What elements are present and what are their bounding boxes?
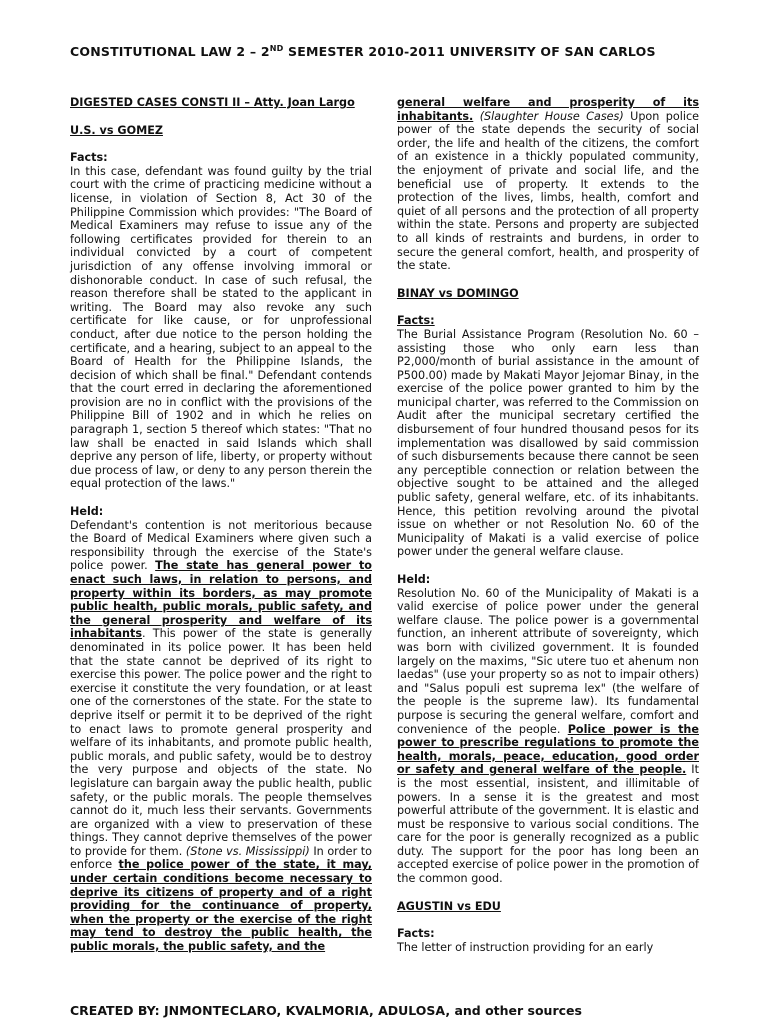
held-paragraph: Defendant's contention is not meritorious because the Board of Medical Examiners where given such a responsibility through the exercise of the State's police power. The state has general power to enact such laws, in relation to persons, and property within its borders, as may promote public health, public morals, public safety, and the general prosperity and welfare of its inhabitants. This power of the state is generally denominated in its police power. It has been held that the state cannot be deprived of its right to exercise this power. The police power and the right to exercise it constitute the very foundation, or at least one of the cornerstones of the state. For the state to deprive itself or permit it to be deprived of the right to enact laws to promote general prosperity and welfare of its inhabitants, and promote public health, public morals, and public safety, would be to destroy the very purpose and objects of the state. No legislature can bargain away the public health, public safety, or the public morals. The people themselves cannot do it, much less their servants. Governments are organized with a view to preservation of these things. They cannot deprive themselves of the power to provide for them. (Stone vs. Mississippi) In order to enforce the police power of the state, it may, under certain conditions become necessary to deprive its citizens of property and of a right providing for the continuance of property, when the property or the exercise of the right may tend to destroy the public health, the public morals, the public safety, and the (70, 518, 373, 954)
page-footer: CREATED BY: JNMONTECLARO, KVALMORIA, ADULOSA, and other sources (70, 1003, 582, 1018)
citation: (Stone vs. Mississippi) (185, 844, 310, 858)
left-column (70, 96, 372, 954)
facts-paragraph: The Burial Assistance Program (Resolution No. 60 – assisting those who only earn less than P2,000/month of burial assistance in the amount of P500.00) made by Makati Mayor Jejomar Binay, in the exercise of the police power granted to him by the municipal charter, was referred to the Commission on Audit after the municipal secretary certified the disbursement of four hundred thousand pesos for its implementation was disallowed by said commission of such disbursements because there cannot be seen any perceptible connection or relation between the objective sought to be attained and the alleged public safety, general welfare, etc. of its inhabitants. Hence, this petition revolving around the pivotal issue on whether or not Resolution No. 60 of the Municipality of Makati is a valid exercise of police power under the general welfare clause. (397, 327, 699, 559)
held-emphasis-2: the police power of the state, it may, under certain conditions become necessary to deprive its citizens of property and of a right providing for the continuance of property, when the property or the exercise of the right may tend to destroy the public health, the public morals, the public safety, and the (70, 858, 372, 954)
held-label: Held: (70, 505, 104, 519)
facts-label: Facts: (397, 927, 435, 941)
facts-paragraph: In this case, defendant was found guilty by the trial court with the crime of practicing medicine without a license, in violation of Section 8, Act 30 of the Philippine Commission which provides: "The Board of Medical Examiners may refuse to issue any of the following certificates provided for therein to an individual convicted by a court of competent jurisdiction of any offense involving immoral or dishonorable conduct. In case of such refusal, the reason therefore shall be stated to the applicant in writing. The Board may also revoke any such certificate for like cause, or for unprofessional conduct, after due notice to the person holding the certificate, and a hearing, subject to an appeal to the Board of Health for the Philippine Islands, the decision of which shall be final." Defendant contends that the court erred in declaring the aforementioned provision are no in conflict with the provisions of the Philippine Bill of 1902 and in which he relies on paragraph 1, section 5 thereof which states: "That no law shall be enacted in said Islands which shall deprive any person of life, liberty, or property without due process of law, or deny to any person therein the equal protection of the laws." (70, 164, 372, 491)
citation: (Slaughter House Cases) (473, 109, 624, 123)
case-title-agustin-vs-edu: AGUSTIN vs EDU (397, 899, 501, 913)
right-column (397, 96, 699, 954)
held-label: Held: (397, 573, 431, 586)
facts-paragraph: The letter of instruction providing for an early (397, 940, 654, 954)
facts-label: Facts: (397, 314, 435, 328)
facts-label: Facts: (70, 151, 108, 165)
continued-paragraph: general welfare and prosperity of its inhabitants. (Slaughter House Cases) Upon police power of the state depends the security of social order, the life and health of the citizens, the comfort of an existence in a thickly populated community, the enjoyment of private and social life, and the beneficial use of property. It extends to the protection of the lives, limbs, health, comfort and quiet of all persons and the protection of all property within the state. Persons and property are subjected to all kinds of restraints and burdens, in order to secure the general comfort, health, and prosperity of the state. (397, 96, 699, 273)
document-title: DIGESTED CASES CONSTI II – Atty. Joan Largo (70, 96, 355, 109)
case-title-us-vs-gomez: U.S. vs GOMEZ (70, 123, 163, 137)
held-emphasis: The state has general power to enact such laws, in relation to persons, and property within its borders, as may promote public health, public morals, public safety, and the general prosperity and welfare of its inhabitants (70, 559, 372, 641)
held-emphasis: Police power is the power to prescribe regulations to promote the health, morals, peace, education, good order or safety and general welfare of the people. (397, 722, 699, 777)
held-paragraph: Resolution No. 60 of the Municipality of Makati is a valid exercise of police power under the general welfare clause. The police power is a governmental function, an inherent attribute of sovereignty, which was born with civilized government. It is founded largely on the maxims, "Sic utere tuo et ahenum non laedas" (use your property so as not to impair others) and "Salus populi est suprema lex" (the welfare of the people is the supreme law). Its fundamental purpose is securing the general welfare, comfort and convenience of the people. Police power is the power to prescribe regulations to promote the health, morals, peace, education, good order or safety and general welfare of the people. It is the most essential, insistent, and illimitable of powers. In a sense it is the greatest and most powerful attribute of the government. It is elastic and must be responsive to various social conditions. The care for the poor is generally recognized as a public duty. The support for the poor has long been an accepted exercise of police power in the promotion of the common good. (397, 586, 699, 886)
page-header: CONSTITUTIONAL LAW 2 – 2ND SEMESTER 2010-2011 UNIVERSITY OF SAN CARLOS (70, 44, 656, 60)
case-title-binay-vs-domingo: BINAY vs DOMINGO (397, 286, 519, 300)
